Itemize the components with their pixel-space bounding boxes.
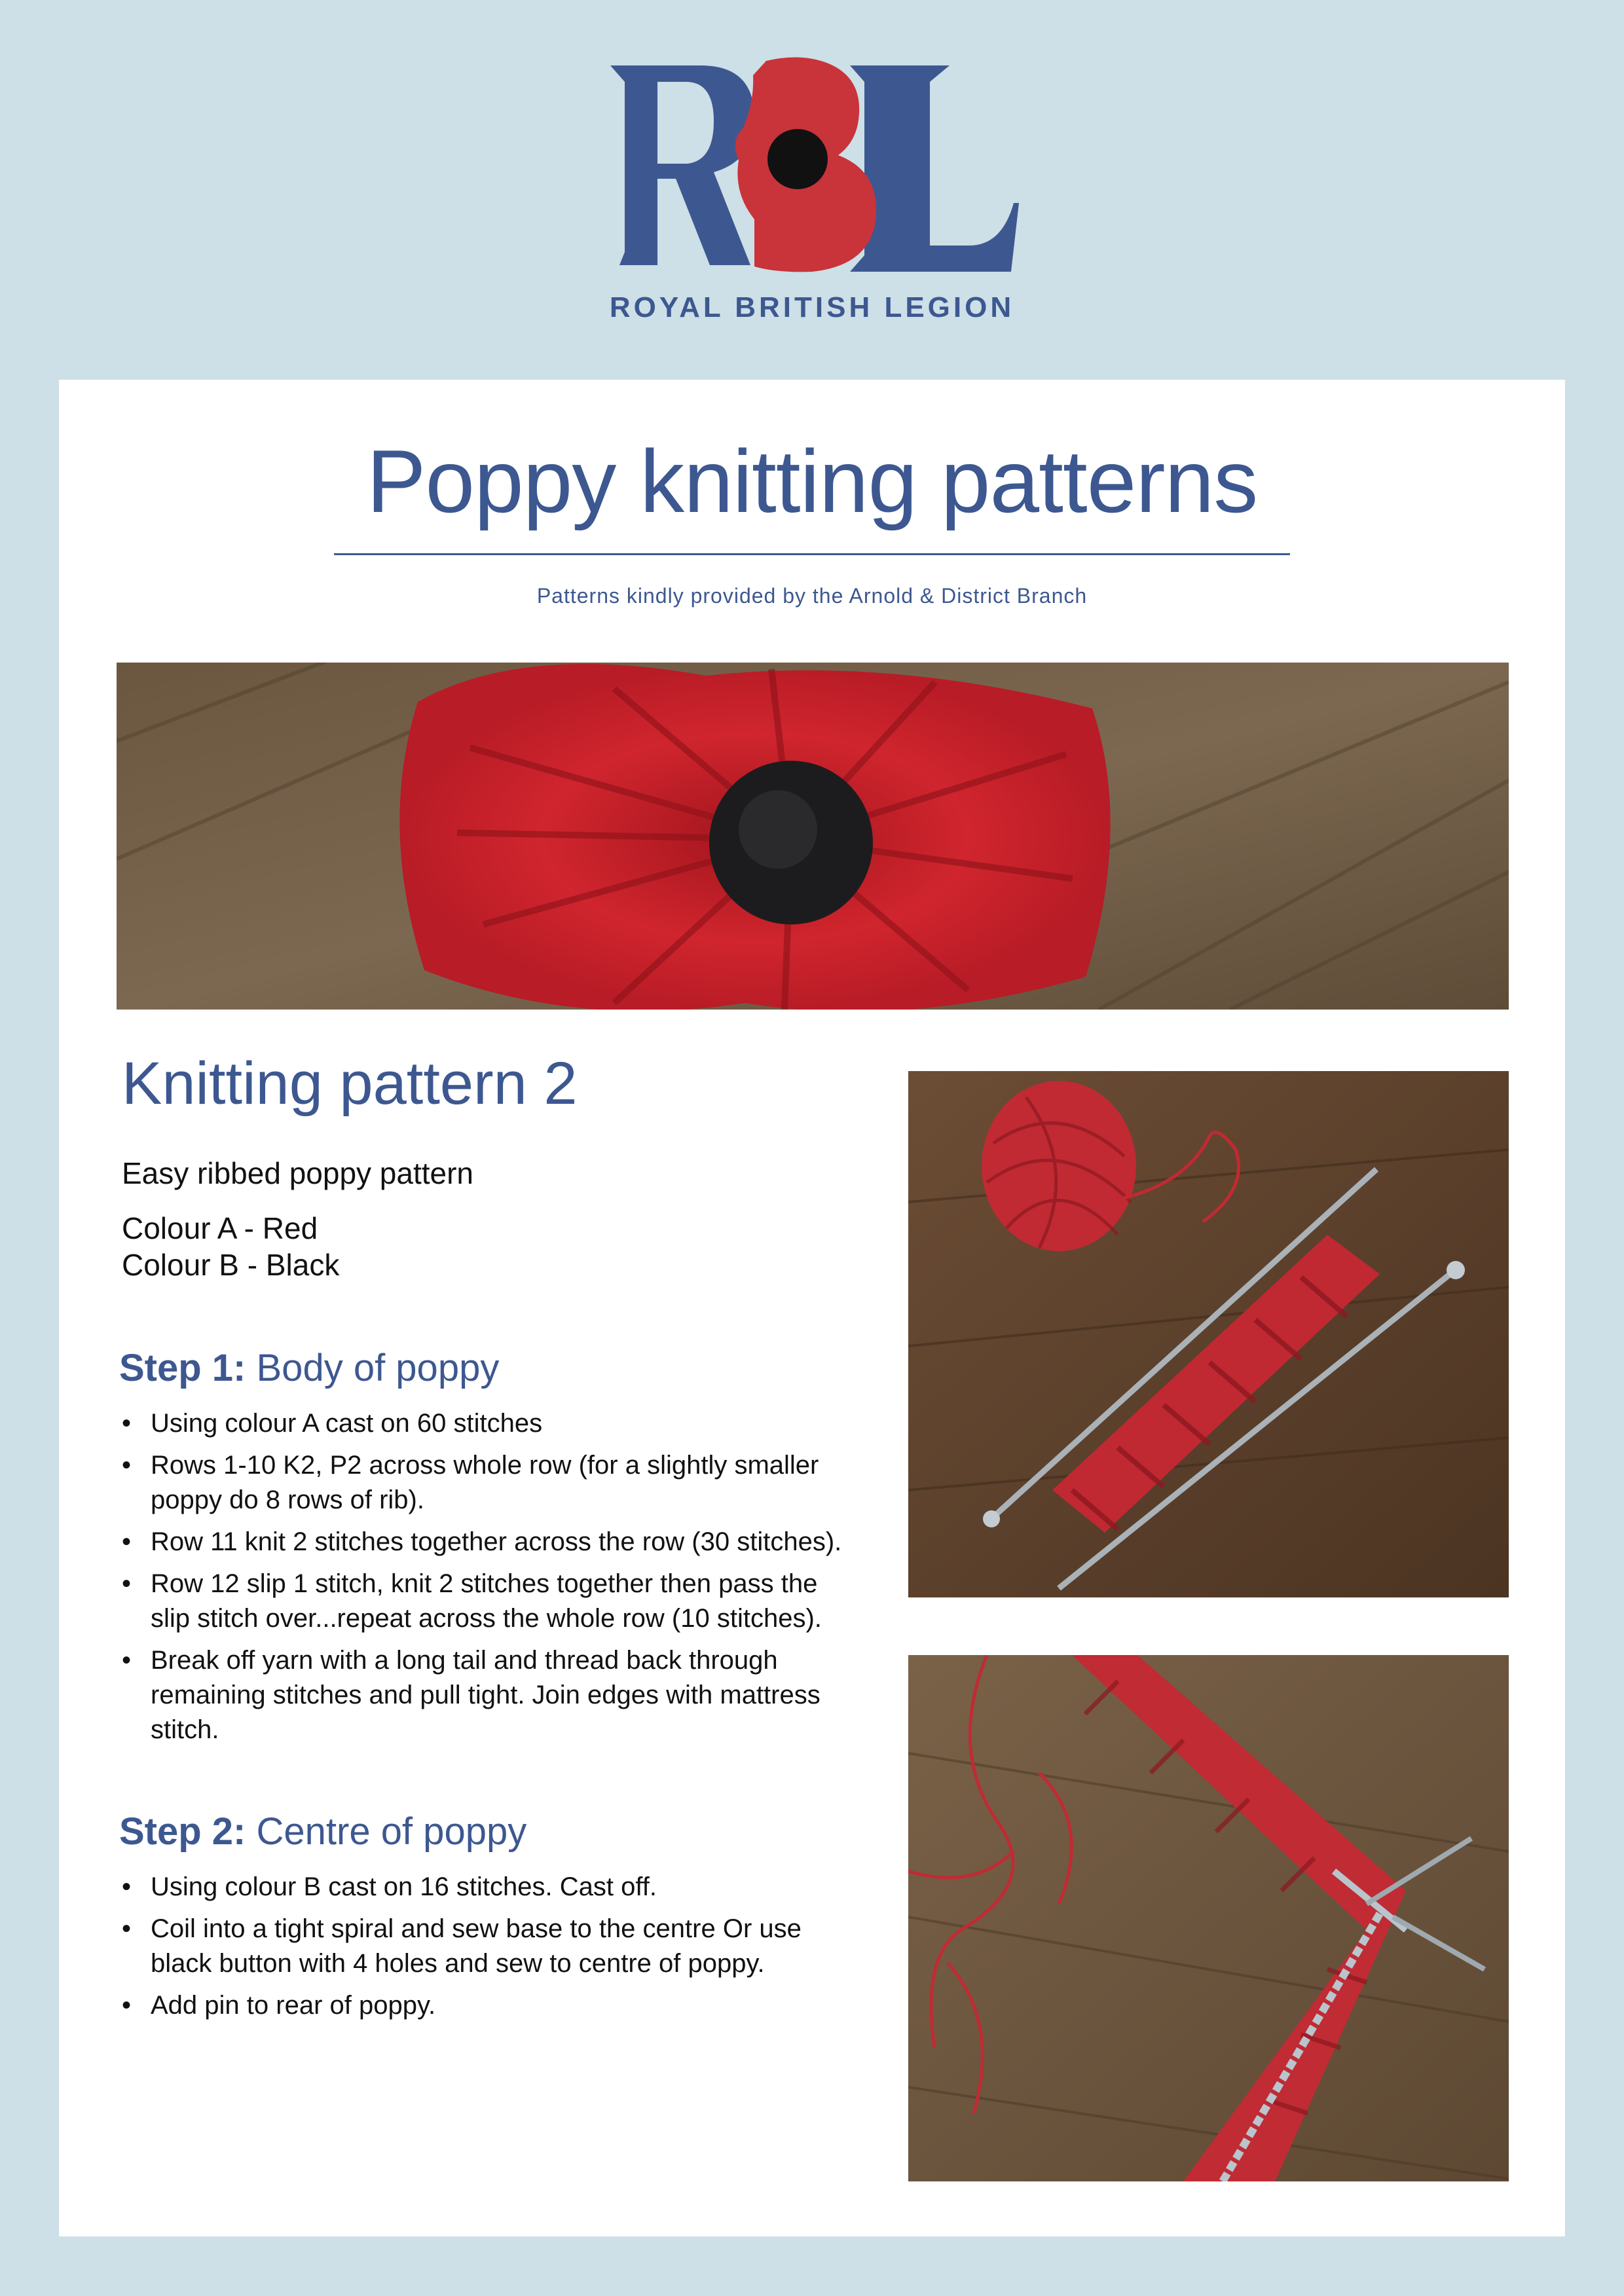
- list-item: • Row 12 slip 1 stitch, knit 2 stitches together then pass the slip stitch over...repeat across the whole row (10 stitches).: [122, 1567, 855, 1636]
- step-2-heading: [119, 1809, 526, 1855]
- page-title: Poppy knitting patterns: [366, 431, 1258, 531]
- list-item: • Using colour A cast on 60 stitches: [122, 1406, 855, 1441]
- yarn-and-needles-photo: [908, 1071, 1509, 1597]
- credit-line: Patterns kindly provided by the Arnold & District Branch: [536, 584, 1088, 608]
- poppy-banner-photo: [117, 663, 1509, 1010]
- list-item: • Add pin to rear of poppy.: [122, 1988, 855, 2023]
- pattern-card: [59, 380, 1565, 2236]
- step-2-title: Centre of poppy: [256, 1810, 527, 1853]
- rbl-logo: [602, 56, 1022, 331]
- list-item: • Using colour B cast on 16 stitches. Cast off.: [122, 1870, 855, 1904]
- colour-b: Colour B - Black: [122, 1248, 340, 1282]
- step-1-title: Body of poppy: [256, 1347, 500, 1389]
- step-2-label: Step 2:: [119, 1810, 246, 1853]
- organisation-name: ROYAL BRITISH LEGION: [609, 291, 1015, 323]
- colour-list: [122, 1210, 339, 1283]
- title-divider: [334, 553, 1290, 555]
- step-1-list: [122, 1406, 855, 1755]
- list-item: • Coil into a tight spiral and sew base to the centre Or use black button with 4 holes and sew to centre of poppy.: [122, 1912, 855, 1981]
- list-item: • Row 11 knit 2 stitches together across the row (30 stitches).: [122, 1525, 855, 1559]
- list-item: • Rows 1-10 K2, P2 across whole row (for a slightly smaller poppy do 8 rows of rib).: [122, 1448, 855, 1518]
- step-2-list: [122, 1870, 855, 2030]
- step-1-heading: [119, 1345, 499, 1391]
- colour-a: Colour A - Red: [122, 1211, 318, 1245]
- list-item: • Break off yarn with a long tail and thread back through remaining stitches and pull tight. Join edges with mattress stitch.: [122, 1643, 855, 1747]
- pattern-subtitle: Easy ribbed poppy pattern: [122, 1156, 474, 1190]
- knitting-progress-photo: [908, 1655, 1509, 2181]
- step-1-label: Step 1:: [119, 1347, 246, 1389]
- pattern-heading: Knitting pattern 2: [122, 1050, 578, 1117]
